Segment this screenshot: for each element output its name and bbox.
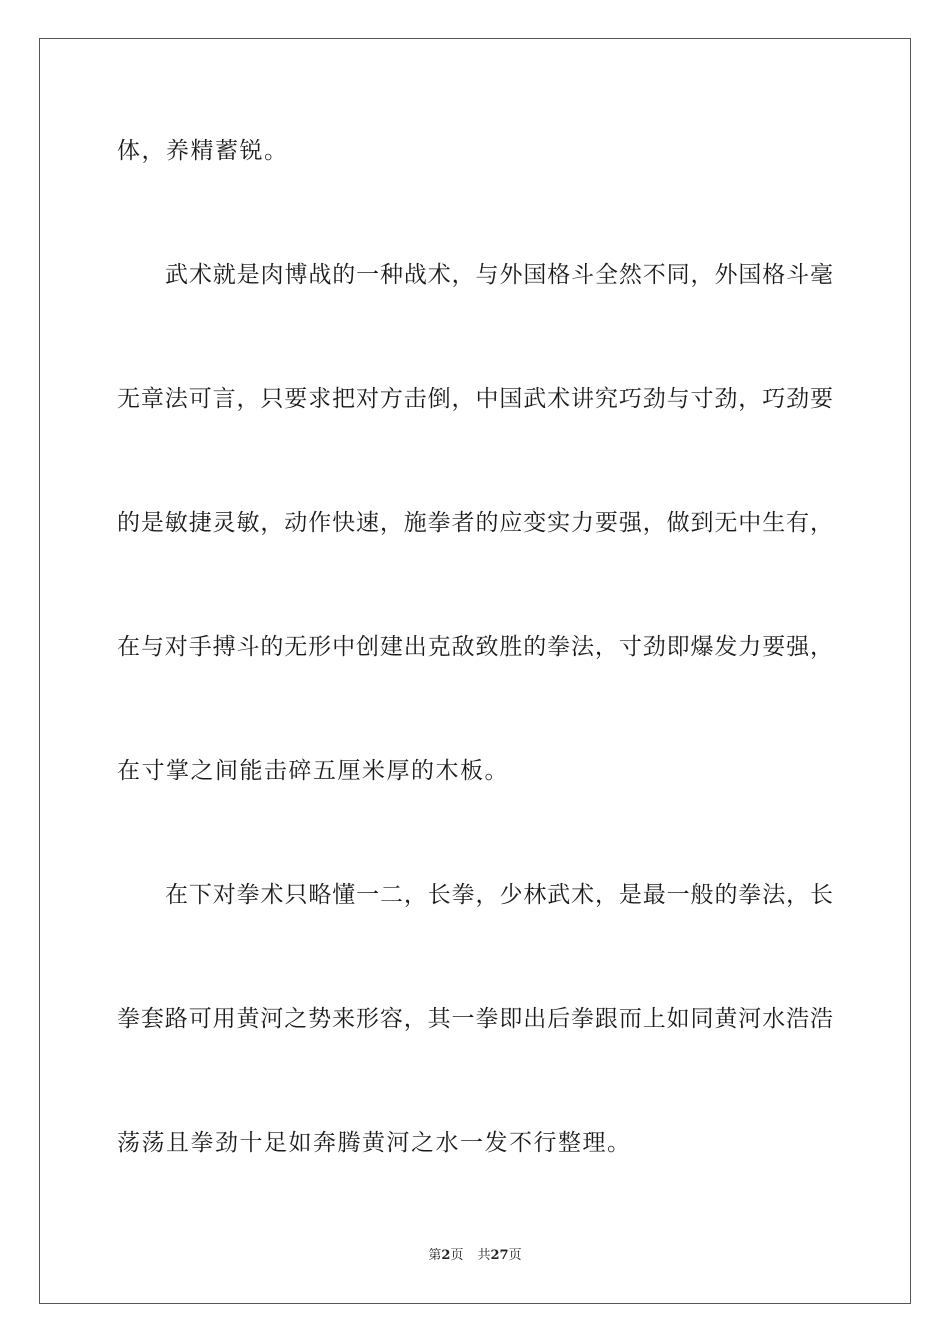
page-footer [0,1247,950,1265]
footer-page-suffix: 页 [450,1248,464,1263]
text-line-3: 无章法可言，只要求把对方击倒，中国武术讲究巧劲与寸劲，巧劲要 [117,386,833,412]
text-line-6: 在寸掌之间能击碎五厘米厚的木板。 [117,758,509,784]
footer-total-prefix: 共 [477,1248,491,1263]
text-line-1: 体，养精蓄锐。 [117,138,289,164]
text-line-7: 在下对拳术只略懂一二，长拳，少林武术，是最一般的拳法，长 [165,882,833,908]
footer-page-number: 2 [441,1248,451,1263]
footer-total-suffix: 页 [508,1248,522,1263]
text-line-2: 武术就是肉博战的一种战术，与外国格斗全然不同，外国格斗毫 [165,262,833,288]
text-line-8: 拳套路可用黄河之势来形容，其一拳即出后拳跟而上如同黄河水浩浩 [117,1006,833,1032]
page-border [39,38,911,1304]
footer-total-pages: 27 [490,1248,509,1263]
footer-page-prefix: 第 [428,1248,442,1263]
text-line-9: 荡荡且拳劲十足如奔腾黄河之水一发不行整理。 [117,1130,632,1156]
text-line-5: 在与对手搏斗的无形中创建出克敌致胜的拳法，寸劲即爆发力要强， [117,634,833,660]
text-line-4: 的是敏捷灵敏，动作快速，施拳者的应变实力要强，做到无中生有， [117,510,833,536]
